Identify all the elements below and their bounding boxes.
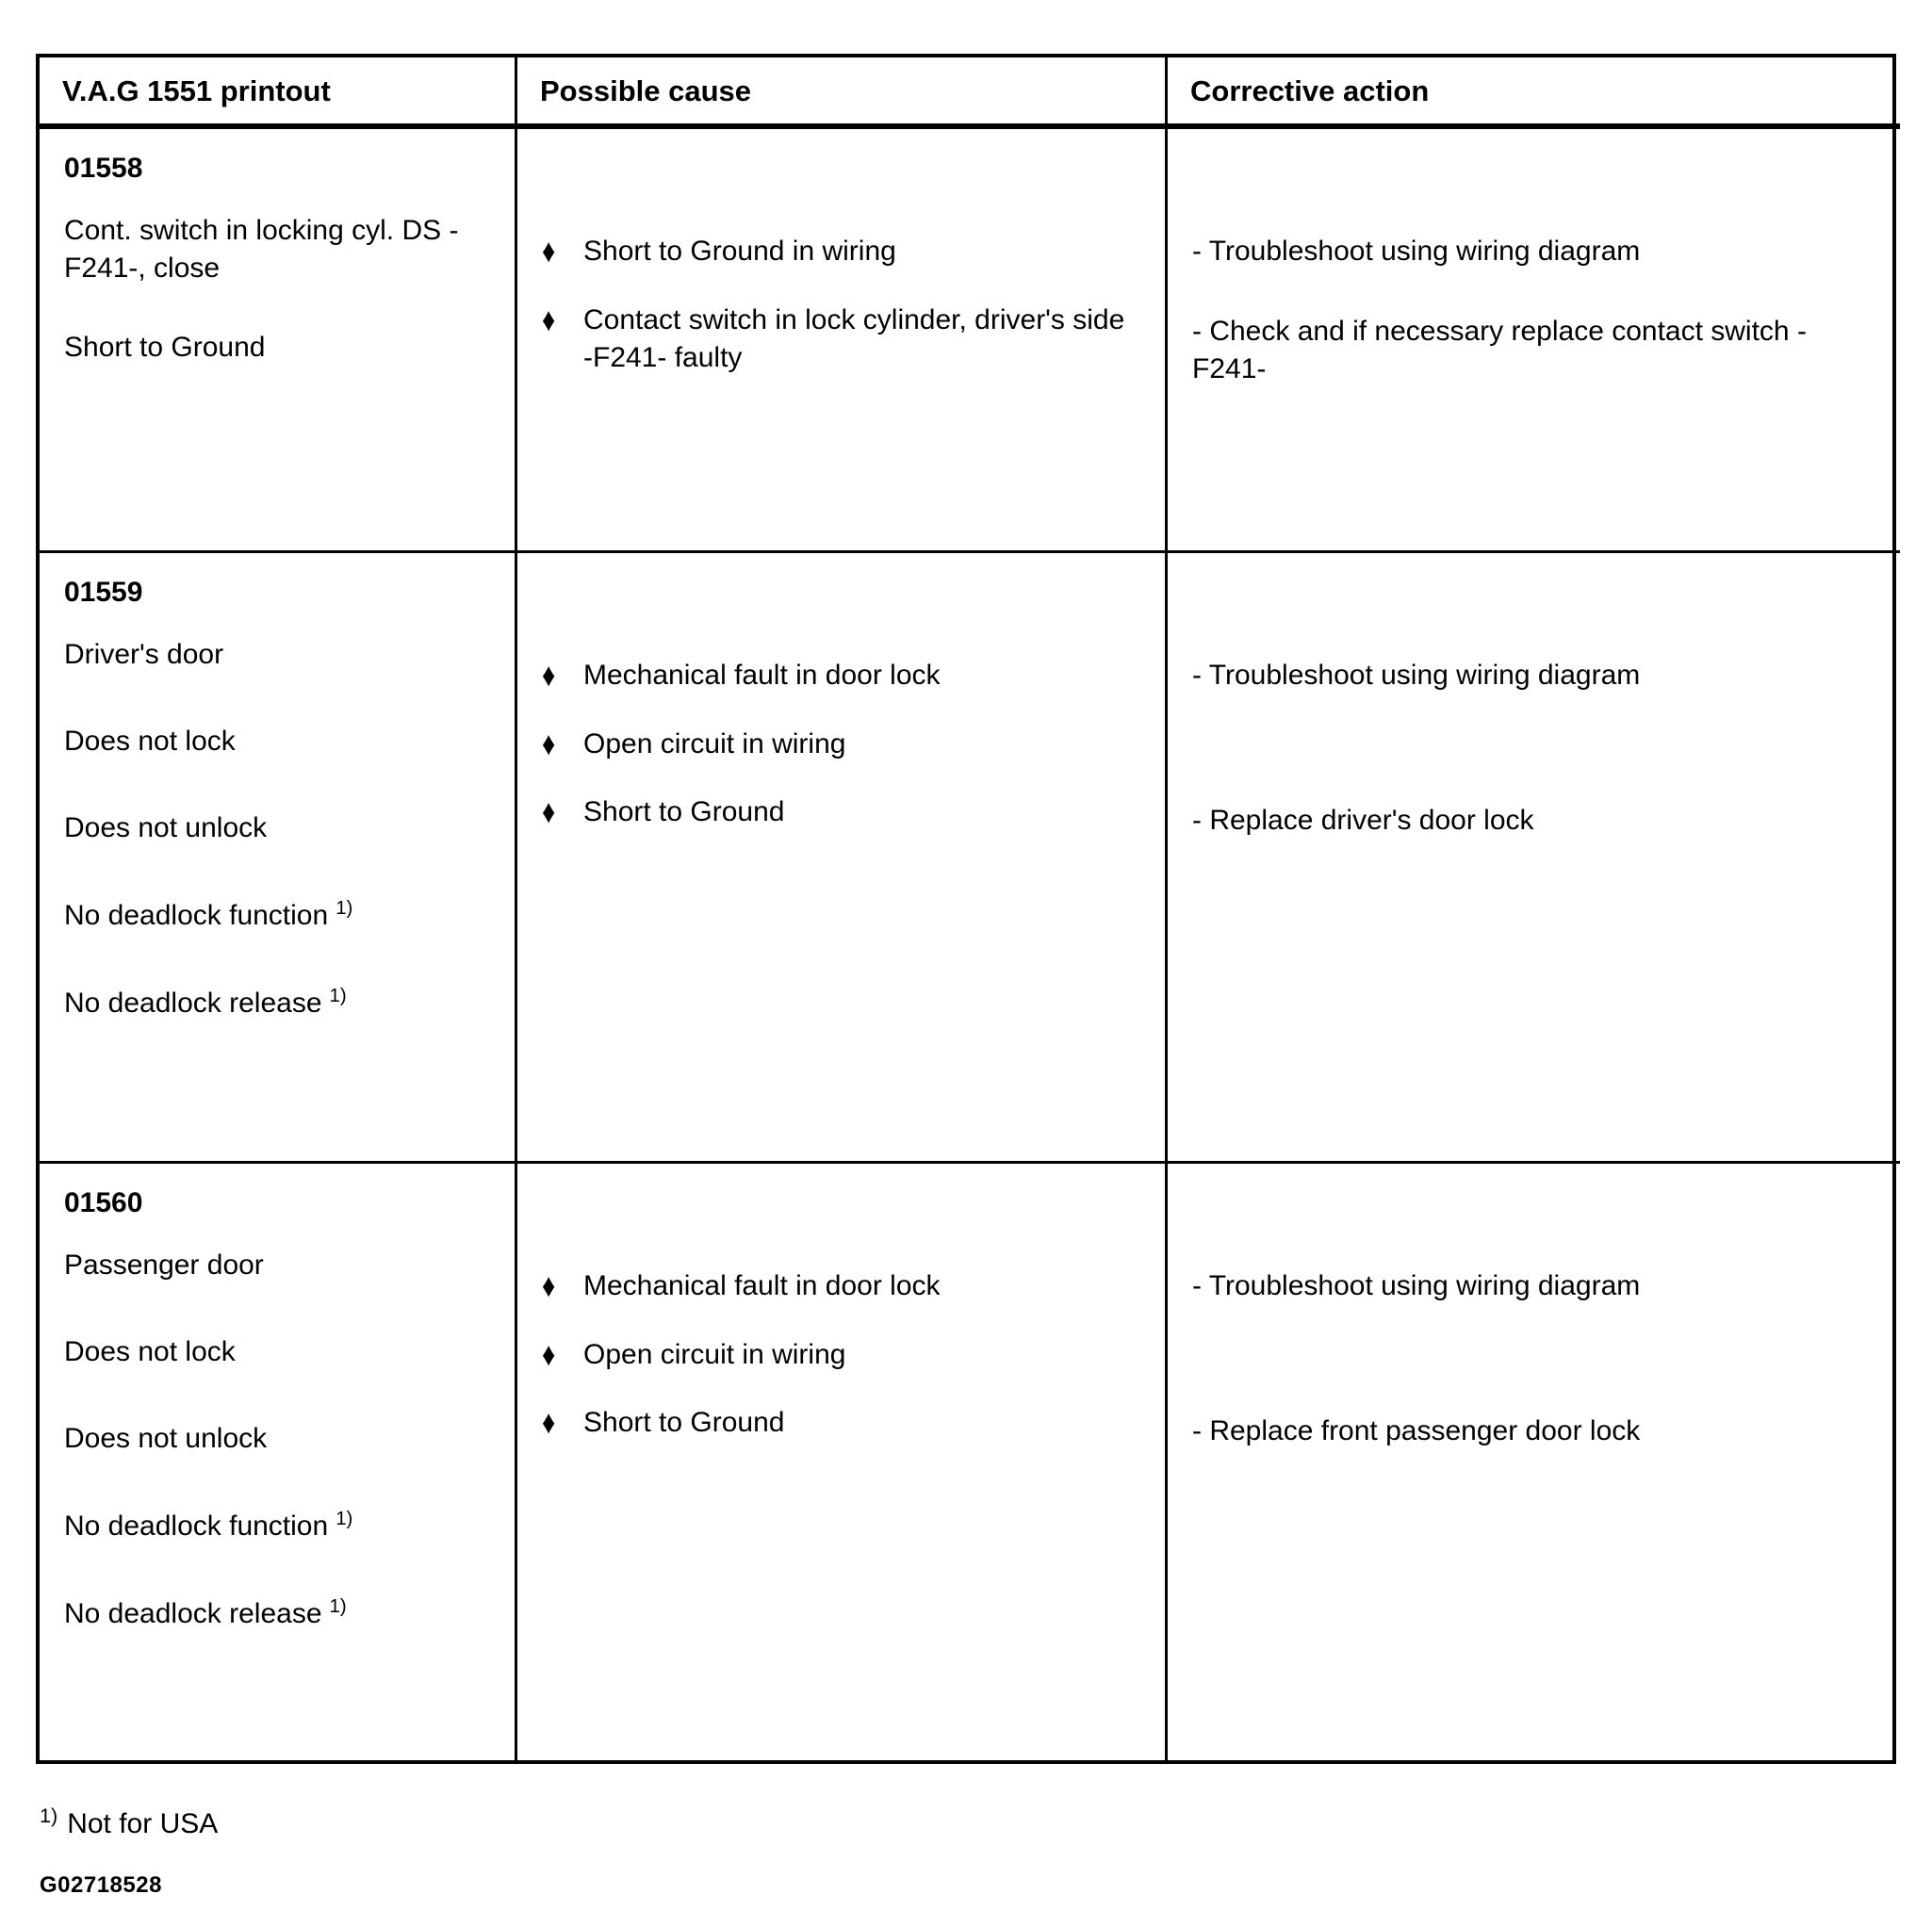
footnote-marker: 1) [40,1804,58,1828]
diamond-bullet-icon: ♦ [542,233,556,269]
action-item: - Replace front passenger door lock [1192,1415,1641,1447]
cause-item [542,302,1126,377]
cause-item [542,1336,1126,1375]
printout-line-text: No deadlock function [64,1510,329,1542]
printout-line-text: Does not lock [64,726,236,757]
footnote-text: Not for USA [67,1808,219,1840]
printout-line [64,1594,469,1633]
diamond-bullet-icon: ♦ [542,1335,556,1373]
fault-code: 01558 [64,153,143,185]
printout-line-text: Does not unlock [64,1422,268,1454]
printout-line-text: Passenger door [64,1249,264,1282]
cause-item [542,726,1126,764]
actions-cell [1168,1161,1900,1760]
cause-item [542,1404,1126,1443]
cause-text: Short to Ground [583,1407,785,1439]
printout-cell [40,1161,517,1760]
footnote [40,1804,1896,1840]
printout-line [64,636,469,674]
printout-line [64,984,469,1022]
actions-cell [1168,550,1900,1161]
footnote-ref: 1) [329,1595,347,1617]
cause-item [542,1267,1126,1306]
cause-text: Short to Ground in wiring [583,236,896,268]
printout-line-text: Driver's door [64,639,224,671]
cause-item [542,793,1126,832]
action-item: - Troubleshoot using wiring diagram [1192,236,1641,268]
column-header-printout: V.A.G 1551 printout [40,57,517,126]
diamond-bullet-icon: ♦ [542,793,556,831]
printout-cell [40,550,517,1161]
action-item: - Replace driver's door lock [1192,805,1534,837]
cause-text: Contact switch in lock cylinder, driver's side -F241- faulty [583,303,1125,373]
printout-line-text: Does not unlock [64,811,268,843]
cause-text: Open circuit in wiring [583,727,846,759]
printout-line [64,1247,469,1284]
column-header-action: Corrective action [1168,57,1900,126]
cause-text: Mechanical fault in door lock [583,660,941,692]
printout-line-text: Short to Ground [64,331,266,363]
cause-item [542,233,1126,271]
printout-line [64,723,469,760]
printout-line [64,1420,469,1458]
causes-cell [517,126,1168,550]
causes-cell [517,550,1168,1161]
printout-line [64,1507,469,1545]
action-item: - Check and if necessary replace contact switch -F241- [1192,316,1807,384]
printout-cell [40,126,517,550]
diamond-bullet-icon: ♦ [542,1404,556,1442]
troubleshooting-table [36,54,1896,1764]
diamond-bullet-icon: ♦ [542,657,556,694]
printout-line [64,896,469,935]
diamond-bullet-icon: ♦ [542,1267,556,1304]
printout-line [64,329,469,367]
causes-cell [517,1161,1168,1760]
fault-code: 01559 [64,577,143,609]
action-item: - Troubleshoot using wiring diagram [1192,660,1641,692]
printout-line [64,809,469,847]
figure-code: G02718528 [40,1872,162,1899]
column-header-cause: Possible cause [517,57,1168,126]
printout-line-text: No deadlock release [64,987,322,1019]
cause-text: Mechanical fault in door lock [583,1270,941,1302]
cause-text: Open circuit in wiring [583,1338,846,1370]
printout-line [64,212,469,287]
printout-line-text: No deadlock function [64,899,329,931]
footnote-ref: 1) [336,1508,353,1529]
printout-line [64,1333,469,1371]
cause-text: Short to Ground [583,796,785,828]
diamond-bullet-icon: ♦ [542,301,556,338]
footnote-ref: 1) [336,897,353,919]
printout-line-text: No deadlock release [64,1597,322,1629]
actions-cell [1168,126,1900,550]
diamond-bullet-icon: ♦ [542,725,556,762]
footnote-ref: 1) [329,985,347,1006]
cause-item [542,657,1126,695]
printout-line-text: Cont. switch in locking cyl. DS -F241-, close [64,215,459,284]
fault-code: 01560 [64,1187,143,1219]
action-item: - Troubleshoot using wiring diagram [1192,1270,1641,1302]
printout-line-text: Does not lock [64,1336,236,1367]
